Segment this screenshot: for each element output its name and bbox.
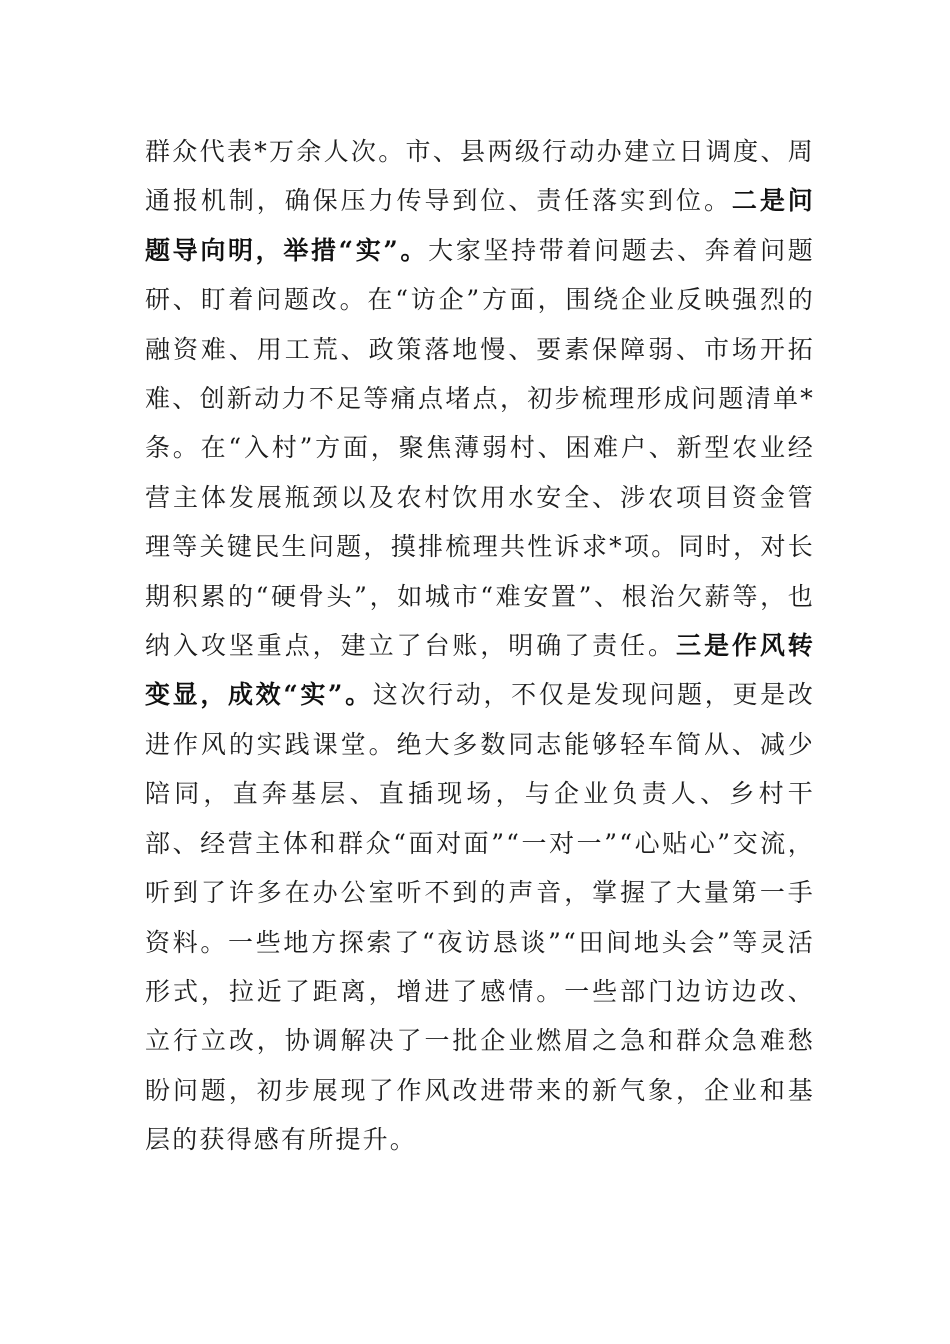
paragraph-text-segment-3: 这次行动，不仅是发现问题，更是改进作风的实践课堂。绝大多数同志能够轻车简从、减少陪同，直奔基层、直插现场，与企业负责人、乡村干部、经营主体和群众“面对面”“一对一”“心贴心”交流，听到了许多在办公室听不到的声音，掌握了大量第一手资料。一些地方探索了“夜访恳谈”“田间地头会”等灵活形式，拉近了距离，增进了感情。一些部门边访边改、立行立改，协调解决了一批企业燃眉之急和群众急难愁盼问题，初步展现了作风改进带来的新气象，企业和基层的获得感有所提升。	[145, 680, 816, 1155]
paragraph-text-segment-1: 群众代表*万余人次。市、县两级行动办建立日调度、周通报机制，确保压力传导到位、责任落实到位。	[145, 137, 815, 216]
paragraph-text-segment-2: 大家坚持带着问题去、奔着问题研、盯着问题改。在“访企”方面，围绕企业反映强烈的融资难、用工荒、政策落地慢、要素保障弱、市场开拓难、创新动力不足等痛点堵点，初步梳理形成问题清单*条。在“入村”方面，聚焦薄弱村、困难户、新型农业经营主体发展瓶颈以及农村饮用水安全、涉农项目资金管理等关键民生问题，摸排梳理共性诉求*项。同时，对长期积累的“硬骨头”，如城市“难安置”、根治欠薪等，也纳入攻坚重点，建立了台账，明确了责任。	[145, 235, 815, 661]
bold-heading-work-style: 三是作风转变显，成效“实”。	[145, 631, 815, 710]
body-paragraph	[145, 127, 815, 1165]
bold-heading-problem-oriented: 二是问题导向明，举措“实”。	[145, 186, 816, 265]
